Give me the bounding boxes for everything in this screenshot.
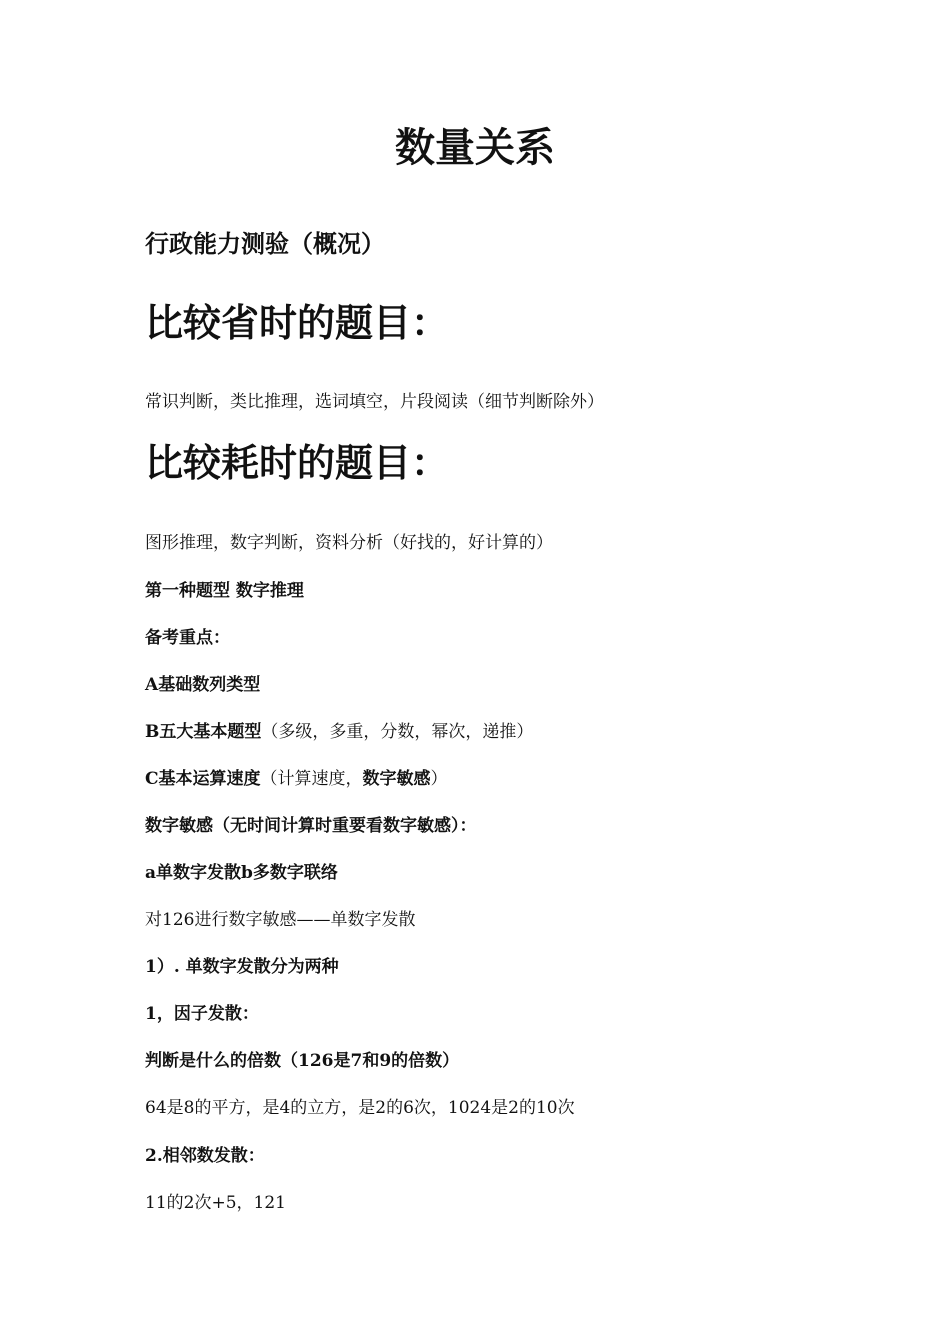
point-b — [145, 724, 533, 741]
point-c-label: C基本运算速度 — [145, 769, 261, 789]
point-c-close: ） — [430, 769, 448, 789]
adjacent-heading: 2.相邻数发散： — [145, 1146, 265, 1166]
point-c-emphasis: 数字敏感 — [362, 769, 431, 789]
key-points-heading: 备考重点： — [145, 628, 230, 648]
example-126: 对126进行数字敏感——单数字发散 — [145, 910, 416, 930]
subtitle: 行政能力测验（概况） — [145, 229, 385, 258]
heading-fast-questions: 比较省时的题目： — [145, 300, 450, 345]
point-c — [145, 771, 448, 788]
section-type-one: 第一种题型 数字推理 — [145, 581, 304, 601]
number-sense-heading: 数字敏感（无时间计算时重要看数字敏感）： — [145, 816, 477, 836]
number-sense-types: a单数字发散b多数字联络 — [145, 863, 338, 883]
point-a: A基础数列类型 — [145, 675, 261, 695]
single-digit-split: 1）. 单数字发散分为两种 — [145, 957, 339, 977]
factor-example: 64是8的平方，是4的立方，是2的6次，1024是2的10次 — [145, 1098, 575, 1118]
adjacent-example: 11的2次+5，121 — [145, 1193, 286, 1213]
fast-questions-list: 常识判断，类比推理，选词填空，片段阅读（细节判断除外） — [145, 392, 604, 412]
point-c-detail: （计算速度， — [260, 769, 363, 789]
factor-heading: 1，因子发散： — [145, 1004, 259, 1024]
page-title: 数量关系 — [395, 124, 555, 171]
factor-description: 判断是什么的倍数（126是7和9的倍数） — [145, 1051, 460, 1071]
heading-slow-questions: 比较耗时的题目： — [145, 440, 450, 485]
point-b-detail: （多级，多重，分数，幂次，递推） — [261, 722, 534, 742]
slow-questions-list: 图形推理，数字判断，资料分析（好找的，好计算的） — [145, 533, 553, 553]
point-b-label: B五大基本题型 — [145, 722, 262, 742]
